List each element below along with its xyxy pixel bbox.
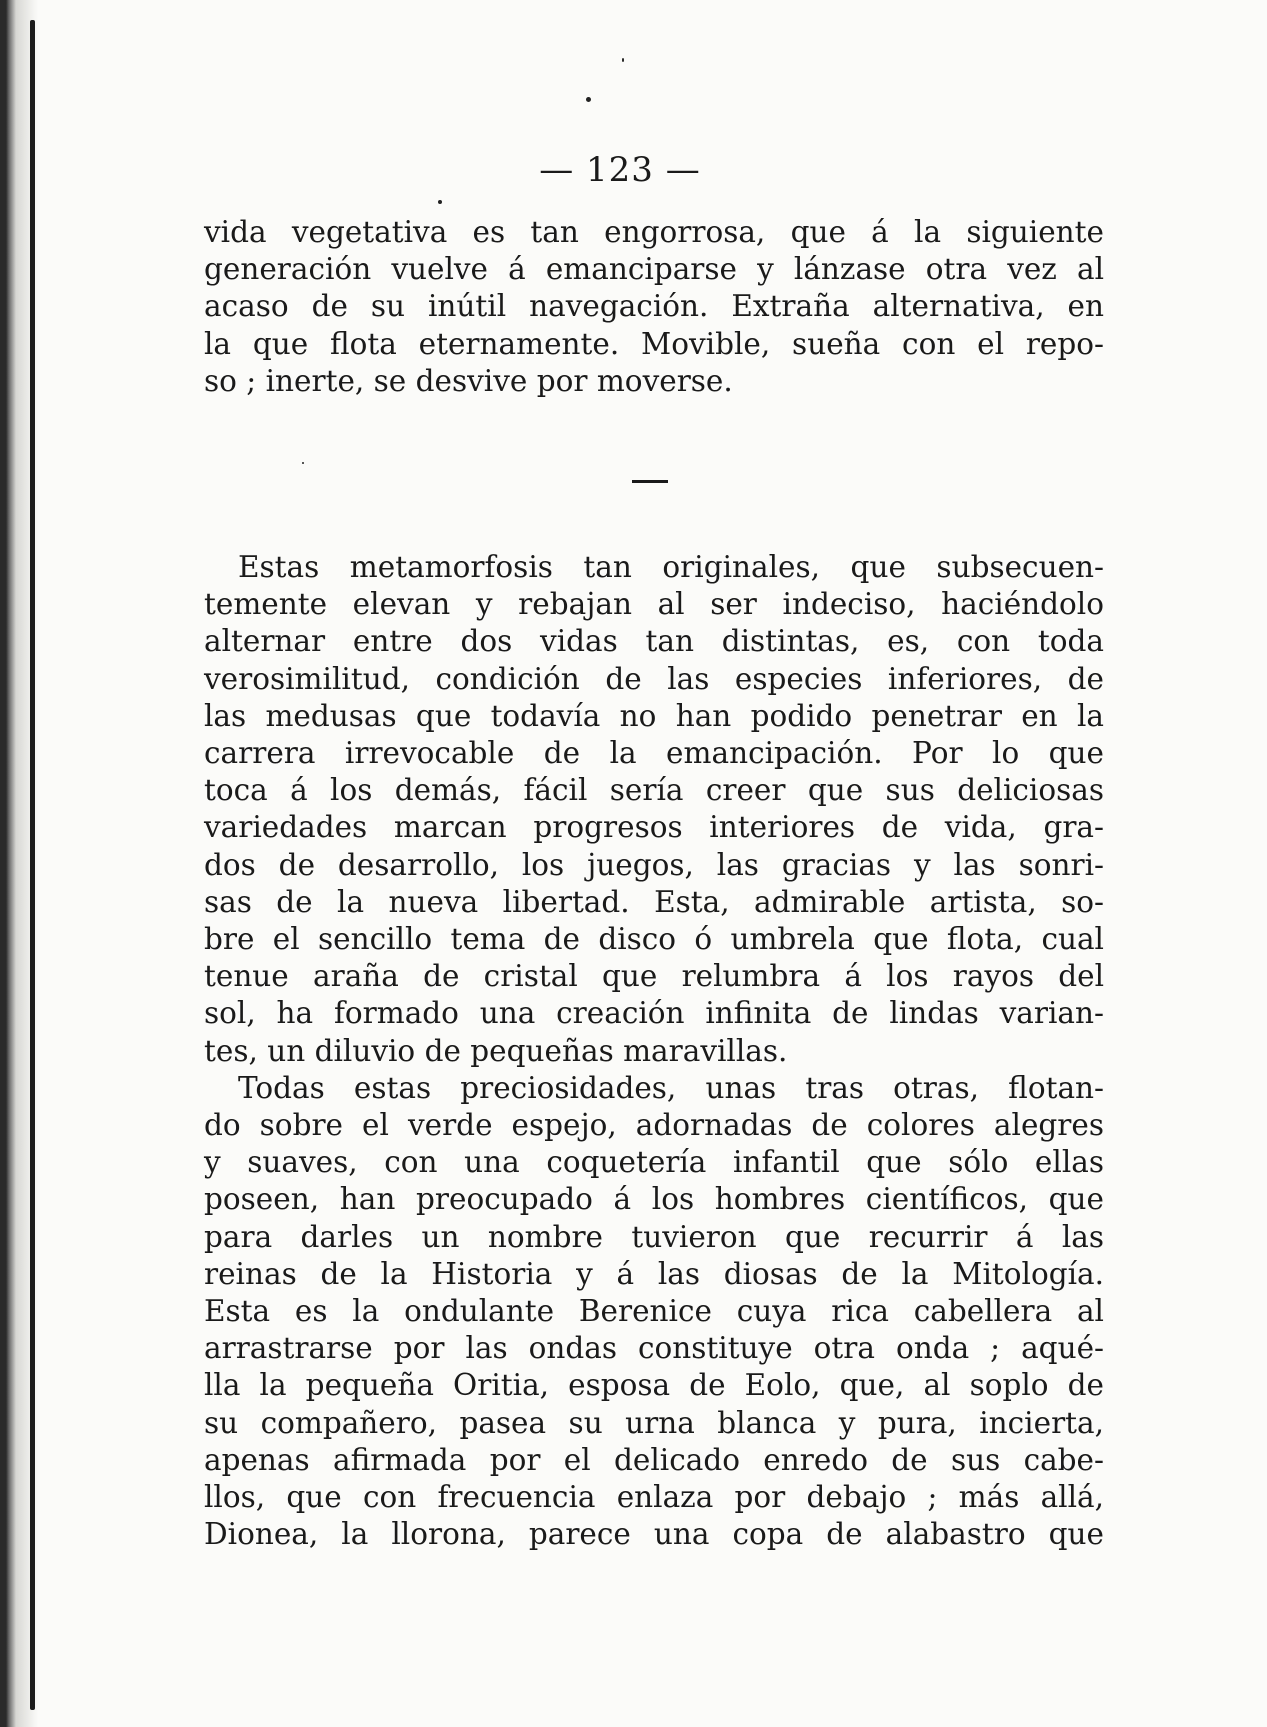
paragraph-continuation <box>204 214 1104 400</box>
text-line: Estas metamorfosis tan originales, que subsecuen- <box>238 550 1104 584</box>
text-line: la que flota eternamente. Movible, sueña con el repo- <box>204 326 1104 361</box>
section-separator <box>632 480 668 483</box>
print-speck <box>586 97 591 102</box>
text-line: alternar entre dos vidas tan distintas, es, con toda <box>204 624 1104 659</box>
text-line: generación vuelve á emanciparse y lánzase otra vez al <box>204 252 1104 287</box>
text-line: poseen, han preocupado á los hombres científicos, que <box>204 1182 1104 1217</box>
text-line: temente elevan y rebajan al ser indeciso, haciéndolo <box>204 587 1104 622</box>
text-line: tenue araña de cristal que relumbra á los rayos del <box>204 959 1104 994</box>
binding-edge-line <box>30 20 35 1710</box>
text-line: Todas estas preciosidades, unas tras otras, flotan- <box>238 1070 1104 1105</box>
print-speck <box>622 58 624 62</box>
text-line: reinas de la Historia y á las diosas de la Mitología. <box>204 1256 1104 1291</box>
print-speck <box>438 200 442 204</box>
text-line: vida vegetativa es tan engorrosa, que á la siguiente <box>204 215 1104 249</box>
text-line: Esta es la ondulante Berenice cuya rica cabellera al <box>204 1294 1104 1329</box>
text-line: toca á los demás, fácil sería creer que sus deliciosas <box>204 773 1104 808</box>
text-line: verosimilitud, condición de las especies inferiores, de <box>204 661 1104 696</box>
text-line: sol, ha formado una creación infinita de lindas varian- <box>204 996 1104 1031</box>
text-line: variedades marcan progresos interiores de vida, gra- <box>204 810 1104 845</box>
text-line: apenas afirmada por el delicado enredo de sus cabe- <box>204 1442 1104 1477</box>
page-number: — 123 — <box>539 150 701 190</box>
text-line: carrera irrevocable de la emancipación. Por lo que <box>204 736 1104 771</box>
text-line: su compañero, pasea su urna blanca y pura, incierta, <box>204 1405 1104 1440</box>
text-line: tes, un diluvio de pequeñas maravillas. <box>204 1033 788 1068</box>
text-line: y suaves, con una coquetería infantil que sólo ellas <box>204 1145 1104 1180</box>
main-text <box>204 549 1104 1553</box>
text-line: Dionea, la llorona, parece una copa de alabastro que <box>204 1517 1104 1552</box>
print-speck <box>302 462 304 464</box>
text-line: lla la pequeña Oritia, esposa de Eolo, que, al soplo de <box>204 1368 1104 1403</box>
text-line: para darles un nombre tuvieron que recurrir á las <box>204 1219 1104 1254</box>
text-line: las medusas que todavía no han podido penetrar en la <box>204 698 1104 733</box>
text-line: acaso de su inútil navegación. Extraña alternativa, en <box>204 289 1104 324</box>
text-line: llos, que con frecuencia enlaza por debajo ; más allá, <box>204 1480 1104 1515</box>
text-line: bre el sencillo tema de disco ó umbrela que flota, cual <box>204 922 1104 957</box>
text-line: arrastrarse por las ondas constituye otra onda ; aqué- <box>204 1331 1104 1366</box>
text-line: dos de desarrollo, los juegos, las gracias y las sonri- <box>204 847 1104 882</box>
text-line: so ; inerte, se desvive por moverse. <box>204 363 733 398</box>
text-line: do sobre el verde espejo, adornadas de colores alegres <box>204 1108 1104 1143</box>
text-line: sas de la nueva libertad. Esta, admirable artista, so- <box>204 884 1104 919</box>
